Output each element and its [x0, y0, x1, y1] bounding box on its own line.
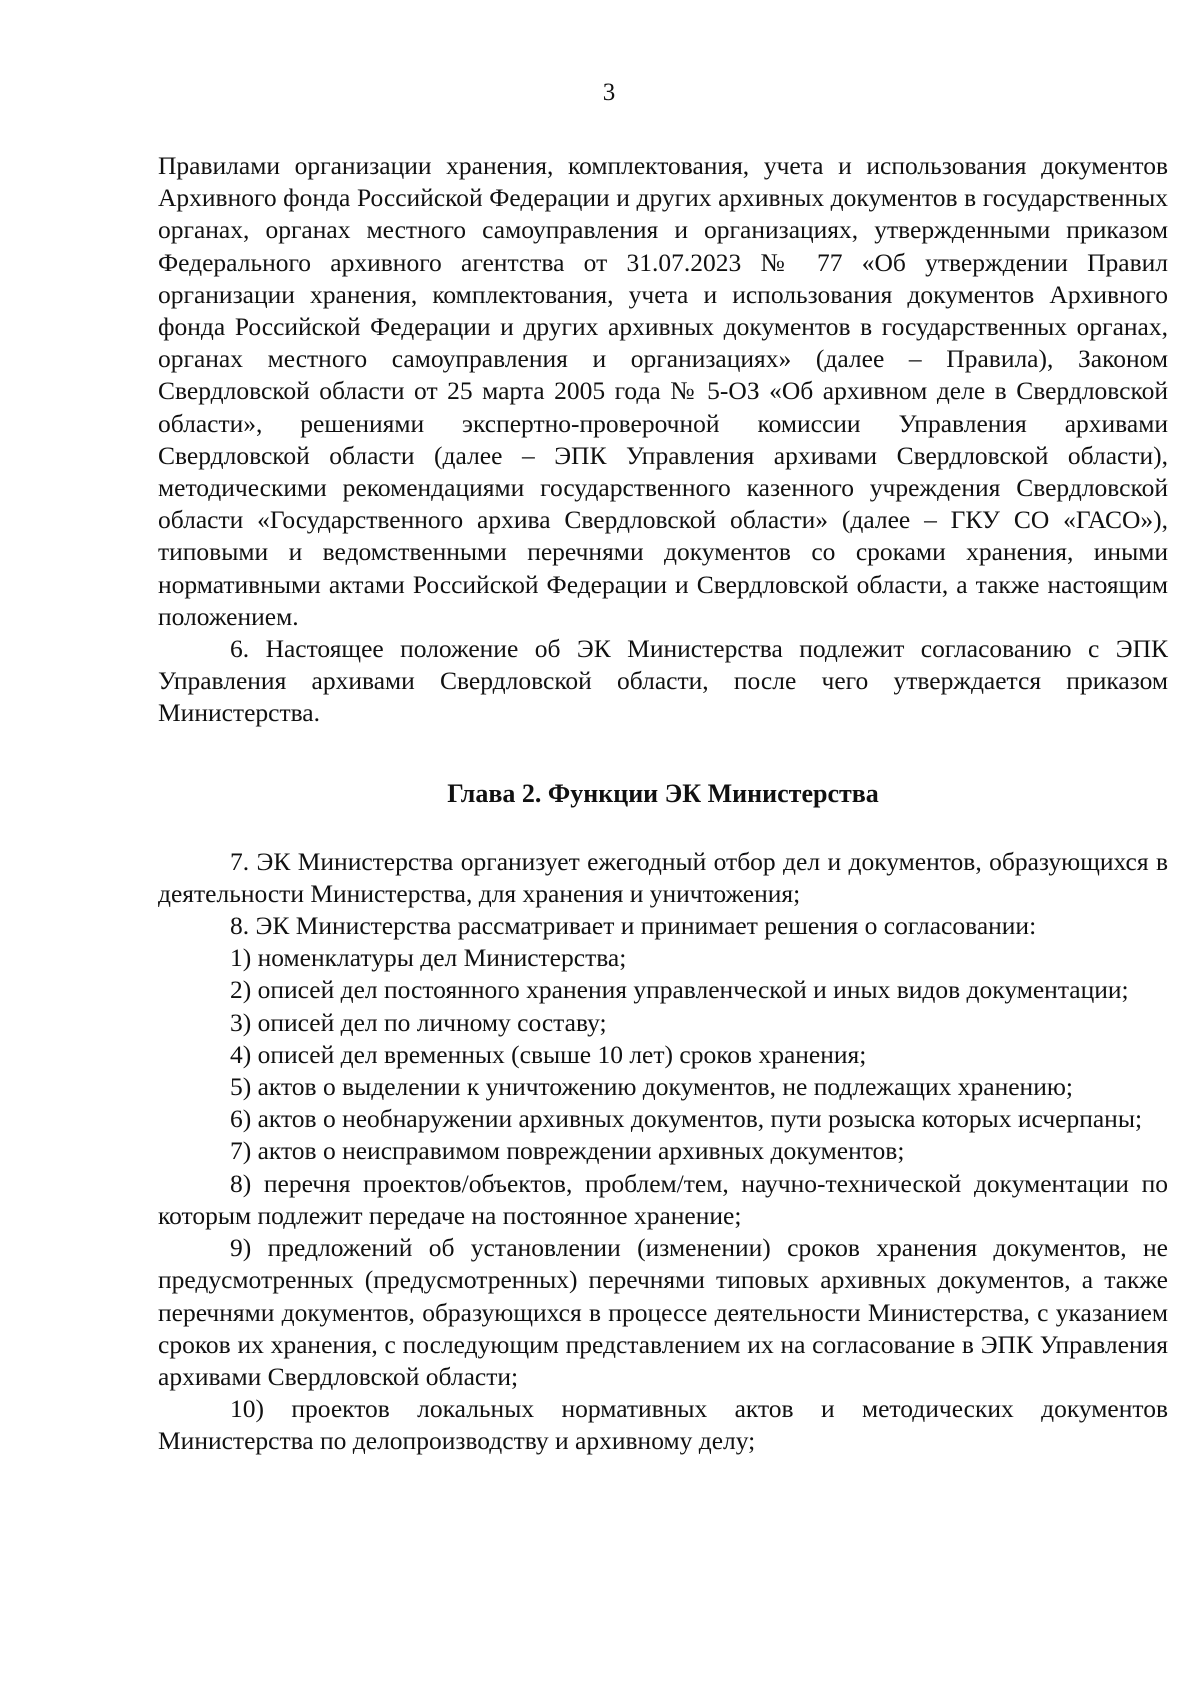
- list-item: 1) номенклатуры дел Министерства;: [230, 943, 627, 973]
- list-item: 7) актов о неисправимом повреждении архивных документов;: [230, 1136, 905, 1166]
- list-item: 8) перечня проектов/объектов, проблем/тем, научно-технической документации по которым подлежит передаче на постоянное хранение;: [158, 1168, 1168, 1230]
- paragraph-item-6: 6. Настоящее положение об ЭК Министерства подлежит согласованию с ЭПК Управления архивами Свердловской области, после чего утверждается приказом Министерства.: [158, 634, 1168, 728]
- paragraph-rules-reference: Правилами организации хранения, комплектования, учета и использования документов Архивного фонда Российской Федерации и других архивных документов в государственных органах, органах местного самоуправления и организациях, утвержденными приказом Федерального архивного агентства от 31.07.2023 № 77 «Об утверждении Правил организации хранения, комплектования, учета и использования документов Архивного фонда Российской Федерации и других архивных документов в государственных органах, органах местного самоуправления и организациях» (далее – Правила), Законом Свердловской области от 25 марта 2005 года № 5-ОЗ «Об архивном деле в Свердловской области», решениями экспертно-проверочной комиссии Управления архивами Свердловской области (далее – ЭПК Управления архивами Свердловской области), методическими рекомендациями государственного казенного учреждения Свердловской области «Государственного архива Свердловской области» (далее – ГКУ СО «ГАСО»), типовыми и ведомственными перечнями документов со сроками хранения, иными нормативными актами Российской Федерации и Свердловской области, а также настоящим положением.: [158, 151, 1168, 631]
- list-item: 10) проектов локальных нормативных актов и методических документов Министерства по делопроизводству и архивному делу;: [158, 1394, 1168, 1456]
- list-item: 5) актов о выделении к уничтожению документов, не подлежащих хранению;: [230, 1072, 1073, 1102]
- list-item: 4) описей дел временных (свыше 10 лет) сроков хранения;: [230, 1039, 867, 1069]
- paragraph-item-8: 8. ЭК Министерства рассматривает и принимает решения о согласовании:: [230, 911, 1037, 941]
- list-item: 3) описей дел по личному составу;: [230, 1007, 607, 1037]
- document-body: [158, 150, 1168, 1458]
- list-item: 6) актов о необнаружении архивных документов, пути розыска которых исчерпаны;: [230, 1104, 1143, 1134]
- page-number: 3: [602, 79, 616, 106]
- list-item: 2) описей дел постоянного хранения управленческой и иных видов документации;: [230, 975, 1129, 1005]
- paragraph-item-7: 7. ЭК Министерства организует ежегодный отбор дел и документов, образующихся в деятельности Министерства, для хранения и уничтожения;: [158, 846, 1168, 908]
- list-item: 9) предложений об установлении (изменении) сроков хранения документов, не предусмотренных (предусмотренных) перечнями типовых архивных документов, а также перечнями документов, образующихся в процессе деятельности Министерства, с указанием сроков их хранения, с последующим представлением их на согласование в ЭПК Управления архивами Свердловской области;: [158, 1233, 1168, 1391]
- chapter-heading: Глава 2. Функции ЭК Министерства: [447, 778, 879, 808]
